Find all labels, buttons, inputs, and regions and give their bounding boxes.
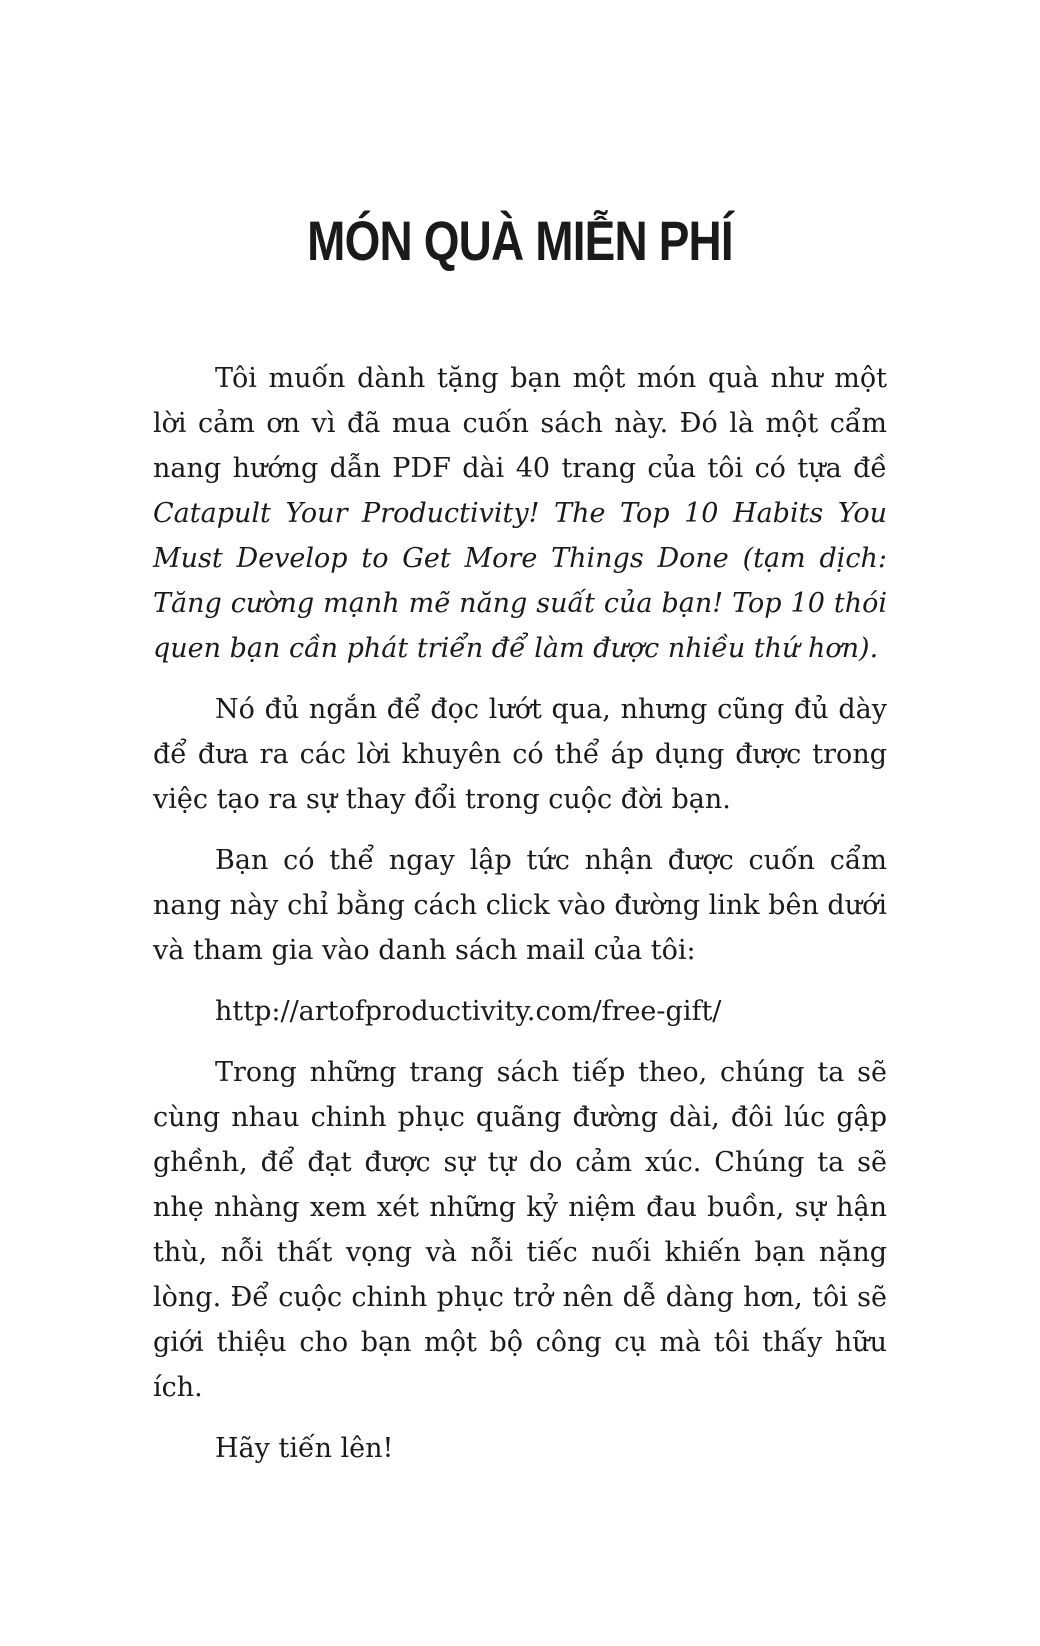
body-text [153, 356, 887, 1487]
paragraph-gift-intro [153, 356, 887, 671]
paragraph-instructions: Bạn có thể ngay lập tức nhận được cuốn cẩm nang này chỉ bằng cách click vào đường link bên dưới và tham gia vào danh sách mail của tôi: [153, 845, 887, 966]
paragraph-gift-intro-text: Tôi muốn dành tặng bạn một món quà như một lời cảm ơn vì đã mua cuốn sách này. Đó là một cẩm nang hướng dẫn PDF dài 40 trang của tôi có tựa đề [153, 363, 887, 484]
paragraph-closing: Hãy tiến lên! [215, 1433, 394, 1464]
paragraph-journey: Trong những trang sách tiếp theo, chúng ta sẽ cùng nhau chinh phục quãng đường dài, đôi lúc gập ghềnh, để đạt được sự tự do cảm xúc. Chúng ta sẽ nhẹ nhàng xem xét những kỷ niệm đau buồn, sự hận thù, nỗi thất vọng và nỗi tiếc nuối khiến bạn nặng lòng. Để cuộc chinh phục trở nên dễ dàng hơn, tôi sẽ giới thiệu cho bạn một bộ công cụ mà tôi thấy hữu ích. [153, 1057, 887, 1403]
paragraph-description: Nó đủ ngắn để đọc lướt qua, nhưng cũng đủ dày để đưa ra các lời khuyên có thể áp dụng được trong việc tạo ra sự thay đổi trong cuộc đời bạn. [153, 694, 887, 815]
page-title: MÓN QUÀ MIỄN PHÍ [307, 208, 733, 272]
book-title-italic: Catapult Your Productivity! The Top 10 Habits You Must Develop to Get More Things Done (tạm dịch: Tăng cường mạnh mẽ năng suất của bạn! Top 10 thói quen bạn cần phát triển để làm được nhiều thứ hơn). [153, 498, 887, 664]
free-gift-link[interactable]: http://artofproductivity.com/free-gift/ [215, 996, 722, 1027]
